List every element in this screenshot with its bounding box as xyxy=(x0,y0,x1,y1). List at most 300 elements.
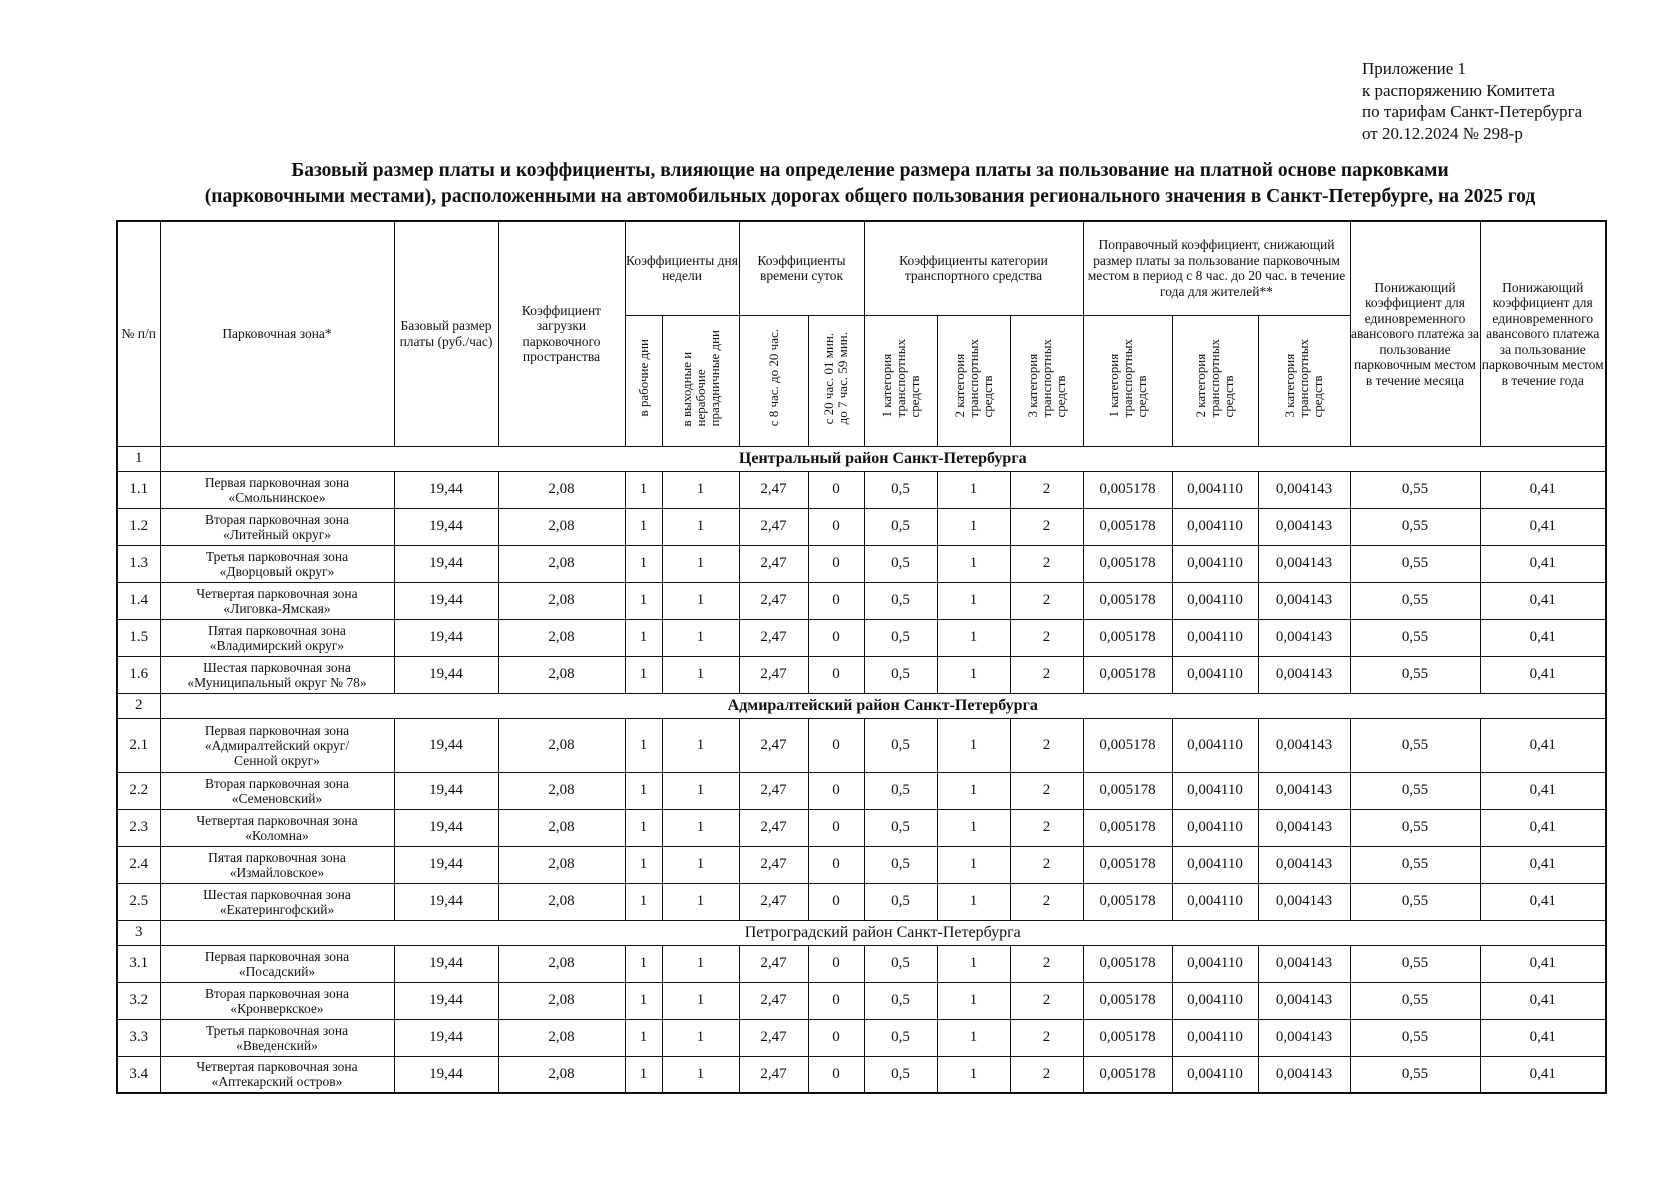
time-day-value: 2,47 xyxy=(739,982,808,1019)
district-number: 3 xyxy=(117,920,160,945)
load-coefficient-value: 2,08 xyxy=(498,471,625,508)
category-1-value: 0,5 xyxy=(864,809,937,846)
category-1-value: 0,5 xyxy=(864,1056,937,1093)
weekday-work-value: 1 xyxy=(625,809,662,846)
row-number: 3.3 xyxy=(117,1019,160,1056)
category-2-value: 1 xyxy=(937,1019,1010,1056)
header-time-night: с 20 час. 01 мин. до 7 час. 59 мин. xyxy=(808,315,864,446)
table-row xyxy=(117,1056,1606,1093)
weekday-off-value: 1 xyxy=(662,582,739,619)
category-3-value: 2 xyxy=(1010,982,1083,1019)
correction-3-value: 0,004143 xyxy=(1258,846,1350,883)
weekday-off-value: 1 xyxy=(662,619,739,656)
correction-1-value: 0,005178 xyxy=(1083,582,1172,619)
correction-1-value: 0,005178 xyxy=(1083,656,1172,693)
correction-1-value: 0,005178 xyxy=(1083,945,1172,982)
base-fee-value: 19,44 xyxy=(394,772,498,809)
base-fee-value: 19,44 xyxy=(394,945,498,982)
year-coefficient-value: 0,41 xyxy=(1480,619,1606,656)
correction-2-value: 0,004110 xyxy=(1172,982,1258,1019)
year-coefficient-value: 0,41 xyxy=(1480,982,1606,1019)
correction-2-value: 0,004110 xyxy=(1172,582,1258,619)
base-fee-value: 19,44 xyxy=(394,656,498,693)
load-coefficient-value: 2,08 xyxy=(498,1056,625,1093)
header-category-1: 1 категория транспортных средств xyxy=(864,315,937,446)
load-coefficient-value: 2,08 xyxy=(498,508,625,545)
correction-2-value: 0,004110 xyxy=(1172,619,1258,656)
weekday-off-value: 1 xyxy=(662,772,739,809)
weekday-off-value: 1 xyxy=(662,982,739,1019)
appendix-line: от 20.12.2024 № 298-р xyxy=(1362,123,1523,143)
zone-name-line: «Аптекарский остров» xyxy=(211,1074,343,1090)
load-coefficient-value: 2,08 xyxy=(498,545,625,582)
category-2-value: 1 xyxy=(937,582,1010,619)
correction-1-value: 0,005178 xyxy=(1083,809,1172,846)
row-number: 2.1 xyxy=(117,718,160,772)
weekday-off-value: 1 xyxy=(662,718,739,772)
row-number: 1.6 xyxy=(117,656,160,693)
category-1-value: 0,5 xyxy=(864,982,937,1019)
zone-name xyxy=(160,582,394,619)
table-row xyxy=(117,846,1606,883)
category-3-value: 2 xyxy=(1010,846,1083,883)
category-1-value: 0,5 xyxy=(864,945,937,982)
time-night-value: 0 xyxy=(808,656,864,693)
month-coefficient-value: 0,55 xyxy=(1350,545,1480,582)
zone-name-line: Вторая парковочная зона xyxy=(205,985,349,1001)
row-number: 3.4 xyxy=(117,1056,160,1093)
table-row xyxy=(117,582,1606,619)
category-2-value: 1 xyxy=(937,1056,1010,1093)
weekday-off-value: 1 xyxy=(662,471,739,508)
header-weekday-off: в выходные и нерабочие праздничные дни xyxy=(662,315,739,446)
correction-2-value: 0,004110 xyxy=(1172,1019,1258,1056)
weekday-work-value: 1 xyxy=(625,883,662,920)
zone-name-line: «Кронверкское» xyxy=(230,1000,324,1016)
zone-name-line: Первая парковочная зона xyxy=(204,474,350,490)
time-night-value: 0 xyxy=(808,772,864,809)
category-3-value: 2 xyxy=(1010,582,1083,619)
correction-2-value: 0,004110 xyxy=(1172,883,1258,920)
month-coefficient-value: 0,55 xyxy=(1350,883,1480,920)
year-coefficient-value: 0,41 xyxy=(1480,945,1606,982)
load-coefficient-value: 2,08 xyxy=(498,1019,625,1056)
year-coefficient-value: 0,41 xyxy=(1480,1019,1606,1056)
header-month-coefficient: Понижающий коэффициент для единовременного авансового платежа за пользование парковочным местом в течение месяца xyxy=(1350,221,1480,446)
category-2-value: 1 xyxy=(937,508,1010,545)
time-day-value: 2,47 xyxy=(739,619,808,656)
time-night-value: 0 xyxy=(808,471,864,508)
zone-name xyxy=(160,1056,394,1093)
zone-name-line: «Екатерингофский» xyxy=(219,901,335,917)
district-name: Петроградский район Санкт-Петербурга xyxy=(160,920,1606,945)
category-2-value: 1 xyxy=(937,545,1010,582)
base-fee-value: 19,44 xyxy=(394,1019,498,1056)
base-fee-value: 19,44 xyxy=(394,508,498,545)
table-row xyxy=(117,656,1606,693)
time-day-value: 2,47 xyxy=(739,471,808,508)
table-row xyxy=(117,809,1606,846)
appendix-line: по тарифам Санкт-Петербурга xyxy=(1362,102,1583,121)
zone-name xyxy=(160,772,394,809)
category-2-value: 1 xyxy=(937,982,1010,1019)
correction-2-value: 0,004110 xyxy=(1172,508,1258,545)
weekday-work-value: 1 xyxy=(625,471,662,508)
category-3-value: 2 xyxy=(1010,945,1083,982)
base-fee-value: 19,44 xyxy=(394,883,498,920)
category-1-value: 0,5 xyxy=(864,656,937,693)
zone-name xyxy=(160,508,394,545)
category-3-value: 2 xyxy=(1010,1019,1083,1056)
category-2-value: 1 xyxy=(937,846,1010,883)
table-row xyxy=(117,545,1606,582)
weekday-off-value: 1 xyxy=(662,1056,739,1093)
zone-name xyxy=(160,809,394,846)
base-fee-value: 19,44 xyxy=(394,582,498,619)
row-number: 2.3 xyxy=(117,809,160,846)
header-category-group: Коэффициенты категории транспортного средства xyxy=(864,221,1083,315)
table-row xyxy=(117,945,1606,982)
tariff-table xyxy=(116,220,1607,1094)
table-row xyxy=(117,982,1606,1019)
time-day-value: 2,47 xyxy=(739,1056,808,1093)
category-3-value: 2 xyxy=(1010,883,1083,920)
correction-1-value: 0,005178 xyxy=(1083,1056,1172,1093)
correction-3-value: 0,004143 xyxy=(1258,1056,1350,1093)
appendix-line: к распоряжению Комитета xyxy=(1362,80,1555,100)
month-coefficient-value: 0,55 xyxy=(1350,846,1480,883)
zone-name-line: Третья парковочная зона xyxy=(205,548,349,564)
month-coefficient-value: 0,55 xyxy=(1350,772,1480,809)
load-coefficient-value: 2,08 xyxy=(498,945,625,982)
category-2-value: 1 xyxy=(937,471,1010,508)
zone-name-line: «Дворцовый округ» xyxy=(219,563,335,579)
district-name: Центральный район Санкт-Петербурга xyxy=(160,446,1606,471)
category-2-value: 1 xyxy=(937,619,1010,656)
zone-name xyxy=(160,1019,394,1056)
time-night-value: 0 xyxy=(808,846,864,883)
category-2-value: 1 xyxy=(937,809,1010,846)
zone-name-line: «Семеновский» xyxy=(231,790,323,806)
correction-3-value: 0,004143 xyxy=(1258,471,1350,508)
category-1-value: 0,5 xyxy=(864,772,937,809)
category-1-value: 0,5 xyxy=(864,508,937,545)
time-night-value: 0 xyxy=(808,619,864,656)
time-day-value: 2,47 xyxy=(739,656,808,693)
row-number: 2.5 xyxy=(117,883,160,920)
year-coefficient-value: 0,41 xyxy=(1480,718,1606,772)
time-night-value: 0 xyxy=(808,809,864,846)
title-line: (парковочными местами), расположенными на автомобильных дорогах общего пользования регионального значения в Санкт-Петербурге, на 2025 год xyxy=(204,186,1536,207)
correction-1-value: 0,005178 xyxy=(1083,471,1172,508)
time-night-value: 0 xyxy=(808,883,864,920)
category-1-value: 0,5 xyxy=(864,619,937,656)
correction-1-value: 0,005178 xyxy=(1083,508,1172,545)
time-day-value: 2,47 xyxy=(739,846,808,883)
row-number: 1.3 xyxy=(117,545,160,582)
category-3-value: 2 xyxy=(1010,718,1083,772)
zone-name xyxy=(160,982,394,1019)
zone-name-line: «Смольнинское» xyxy=(228,489,326,505)
district-number: 2 xyxy=(117,693,160,718)
header-correction-3: 3 категория транспортных средств xyxy=(1258,315,1350,446)
time-day-value: 2,47 xyxy=(739,582,808,619)
correction-3-value: 0,004143 xyxy=(1258,809,1350,846)
zone-name-line: «Коломна» xyxy=(245,827,309,843)
table-body xyxy=(117,446,1606,1093)
weekday-off-value: 1 xyxy=(662,545,739,582)
correction-3-value: 0,004143 xyxy=(1258,582,1350,619)
correction-3-value: 0,004143 xyxy=(1258,619,1350,656)
appendix-header xyxy=(1362,58,1582,144)
header-weekday-group: Коэффициенты дня недели xyxy=(625,221,739,315)
load-coefficient-value: 2,08 xyxy=(498,718,625,772)
category-1-value: 0,5 xyxy=(864,1019,937,1056)
zone-name-line: Сенной округ» xyxy=(234,752,320,768)
weekday-work-value: 1 xyxy=(625,619,662,656)
district-name: Адмиралтейский район Санкт-Петербурга xyxy=(160,693,1606,718)
row-number: 2.4 xyxy=(117,846,160,883)
category-2-value: 1 xyxy=(937,656,1010,693)
header-time-day: с 8 час. до 20 час. xyxy=(739,315,808,446)
correction-3-value: 0,004143 xyxy=(1258,718,1350,772)
zone-name-line: Шестая парковочная зона xyxy=(203,659,351,675)
zone-name-line: Третья парковочная зона xyxy=(205,1022,349,1038)
correction-1-value: 0,005178 xyxy=(1083,982,1172,1019)
zone-name xyxy=(160,619,394,656)
year-coefficient-value: 0,41 xyxy=(1480,508,1606,545)
zone-name-line: «Адмиралтейский округ/ xyxy=(204,737,350,753)
category-2-value: 1 xyxy=(937,718,1010,772)
time-day-value: 2,47 xyxy=(739,772,808,809)
category-2-value: 1 xyxy=(937,883,1010,920)
month-coefficient-value: 0,55 xyxy=(1350,656,1480,693)
weekday-work-value: 1 xyxy=(625,1019,662,1056)
time-night-value: 0 xyxy=(808,945,864,982)
weekday-off-value: 1 xyxy=(662,846,739,883)
zone-name-line: «Лиговка-Ямская» xyxy=(223,600,331,616)
category-1-value: 0,5 xyxy=(864,718,937,772)
base-fee-value: 19,44 xyxy=(394,718,498,772)
time-night-value: 0 xyxy=(808,545,864,582)
zone-name-line: Вторая парковочная зона xyxy=(205,775,349,791)
weekday-work-value: 1 xyxy=(625,982,662,1019)
appendix-line: Приложение 1 xyxy=(1362,59,1466,78)
base-fee-value: 19,44 xyxy=(394,846,498,883)
load-coefficient-value: 2,08 xyxy=(498,619,625,656)
zone-name-line: «Владимирский округ» xyxy=(209,637,345,653)
correction-1-value: 0,005178 xyxy=(1083,846,1172,883)
category-2-value: 1 xyxy=(937,945,1010,982)
month-coefficient-value: 0,55 xyxy=(1350,471,1480,508)
table-row xyxy=(117,508,1606,545)
header-year-coefficient: Понижающий коэффициент для единовременного авансового платежа за пользование парковочным местом в течение года xyxy=(1480,221,1606,446)
zone-name-line: Четвертая парковочная зона xyxy=(196,585,358,601)
time-day-value: 2,47 xyxy=(739,945,808,982)
table-row xyxy=(117,883,1606,920)
month-coefficient-value: 0,55 xyxy=(1350,1019,1480,1056)
correction-1-value: 0,005178 xyxy=(1083,619,1172,656)
year-coefficient-value: 0,41 xyxy=(1480,471,1606,508)
weekday-work-value: 1 xyxy=(625,772,662,809)
year-coefficient-value: 0,41 xyxy=(1480,1056,1606,1093)
district-row xyxy=(117,446,1606,471)
time-night-value: 0 xyxy=(808,508,864,545)
month-coefficient-value: 0,55 xyxy=(1350,508,1480,545)
correction-3-value: 0,004143 xyxy=(1258,945,1350,982)
month-coefficient-value: 0,55 xyxy=(1350,619,1480,656)
time-day-value: 2,47 xyxy=(739,1019,808,1056)
correction-2-value: 0,004110 xyxy=(1172,945,1258,982)
header-category-3: 3 категория транспортных средств xyxy=(1010,315,1083,446)
zone-name xyxy=(160,846,394,883)
base-fee-value: 19,44 xyxy=(394,982,498,1019)
table-row xyxy=(117,619,1606,656)
correction-1-value: 0,005178 xyxy=(1083,718,1172,772)
category-3-value: 2 xyxy=(1010,545,1083,582)
correction-1-value: 0,005178 xyxy=(1083,545,1172,582)
zone-name xyxy=(160,718,394,772)
category-1-value: 0,5 xyxy=(864,582,937,619)
zone-name-line: Шестая парковочная зона xyxy=(203,886,351,902)
weekday-work-value: 1 xyxy=(625,718,662,772)
category-3-value: 2 xyxy=(1010,471,1083,508)
correction-3-value: 0,004143 xyxy=(1258,772,1350,809)
year-coefficient-value: 0,41 xyxy=(1480,582,1606,619)
base-fee-value: 19,44 xyxy=(394,809,498,846)
table-row xyxy=(117,1019,1606,1056)
zone-name-line: «Посадский» xyxy=(238,963,316,979)
correction-3-value: 0,004143 xyxy=(1258,1019,1350,1056)
year-coefficient-value: 0,41 xyxy=(1480,809,1606,846)
category-1-value: 0,5 xyxy=(864,545,937,582)
month-coefficient-value: 0,55 xyxy=(1350,1056,1480,1093)
weekday-off-value: 1 xyxy=(662,508,739,545)
zone-name-line: «Муниципальный округ № 78» xyxy=(187,674,367,690)
correction-2-value: 0,004110 xyxy=(1172,718,1258,772)
month-coefficient-value: 0,55 xyxy=(1350,982,1480,1019)
zone-name-line: Четвертая парковочная зона xyxy=(196,1059,358,1075)
row-number: 3.1 xyxy=(117,945,160,982)
header-zone: Парковочная зона* xyxy=(160,221,394,446)
load-coefficient-value: 2,08 xyxy=(498,582,625,619)
weekday-off-value: 1 xyxy=(662,945,739,982)
header-time-group: Коэффициенты времени суток xyxy=(739,221,864,315)
time-night-value: 0 xyxy=(808,982,864,1019)
zone-name-line: Первая парковочная зона xyxy=(204,722,350,738)
title-line: Базовый размер платы и коэффициенты, влияющие на определение размера платы за пользование на платной основе парковками xyxy=(291,160,1449,181)
weekday-work-value: 1 xyxy=(625,508,662,545)
weekday-work-value: 1 xyxy=(625,1056,662,1093)
correction-2-value: 0,004110 xyxy=(1172,846,1258,883)
correction-3-value: 0,004143 xyxy=(1258,545,1350,582)
header-correction-group: Поправочный коэффициент, снижающий размер платы за пользование парковочным местом в период с 8 час. до 20 час. в течение года для жителей** xyxy=(1083,221,1350,315)
zone-name-line: Четвертая парковочная зона xyxy=(196,812,358,828)
row-number: 2.2 xyxy=(117,772,160,809)
correction-1-value: 0,005178 xyxy=(1083,1019,1172,1056)
time-night-value: 0 xyxy=(808,1019,864,1056)
year-coefficient-value: 0,41 xyxy=(1480,883,1606,920)
time-day-value: 2,47 xyxy=(739,809,808,846)
zone-name-line: «Введенский» xyxy=(236,1037,318,1053)
year-coefficient-value: 0,41 xyxy=(1480,656,1606,693)
table-header xyxy=(117,221,1606,446)
table-row xyxy=(117,772,1606,809)
correction-2-value: 0,004110 xyxy=(1172,809,1258,846)
zone-name xyxy=(160,471,394,508)
category-1-value: 0,5 xyxy=(864,846,937,883)
weekday-off-value: 1 xyxy=(662,883,739,920)
zone-name xyxy=(160,883,394,920)
month-coefficient-value: 0,55 xyxy=(1350,718,1480,772)
base-fee-value: 19,44 xyxy=(394,619,498,656)
weekday-work-value: 1 xyxy=(625,545,662,582)
zone-name-line: Первая парковочная зона xyxy=(204,948,350,964)
time-day-value: 2,47 xyxy=(739,508,808,545)
header-base-fee: Базовый размер платы (руб./час) xyxy=(394,221,498,446)
row-number: 3.2 xyxy=(117,982,160,1019)
category-3-value: 2 xyxy=(1010,772,1083,809)
base-fee-value: 19,44 xyxy=(394,1056,498,1093)
correction-1-value: 0,005178 xyxy=(1083,772,1172,809)
zone-name-line: «Измайловское» xyxy=(229,864,325,880)
zone-name-line: Пятая парковочная зона xyxy=(208,849,346,865)
zone-name-line: Пятая парковочная зона xyxy=(208,622,346,638)
zone-name xyxy=(160,656,394,693)
header-weekday-work: в рабочие дни xyxy=(625,315,662,446)
district-row xyxy=(117,920,1606,945)
correction-2-value: 0,004110 xyxy=(1172,471,1258,508)
row-number: 1.5 xyxy=(117,619,160,656)
base-fee-value: 19,44 xyxy=(394,545,498,582)
weekday-off-value: 1 xyxy=(662,809,739,846)
correction-3-value: 0,004143 xyxy=(1258,982,1350,1019)
correction-1-value: 0,005178 xyxy=(1083,883,1172,920)
category-3-value: 2 xyxy=(1010,1056,1083,1093)
correction-2-value: 0,004110 xyxy=(1172,1056,1258,1093)
header-category-2: 2 категория транспортных средств xyxy=(937,315,1010,446)
weekday-work-value: 1 xyxy=(625,945,662,982)
month-coefficient-value: 0,55 xyxy=(1350,945,1480,982)
category-1-value: 0,5 xyxy=(864,883,937,920)
zone-name-line: «Литейный округ» xyxy=(222,526,332,542)
category-3-value: 2 xyxy=(1010,619,1083,656)
load-coefficient-value: 2,08 xyxy=(498,809,625,846)
load-coefficient-value: 2,08 xyxy=(498,772,625,809)
time-night-value: 0 xyxy=(808,718,864,772)
correction-3-value: 0,004143 xyxy=(1258,656,1350,693)
header-load-coefficient: Коэффициент загрузки парковочного пространства xyxy=(498,221,625,446)
category-1-value: 0,5 xyxy=(864,471,937,508)
correction-2-value: 0,004110 xyxy=(1172,772,1258,809)
time-day-value: 2,47 xyxy=(739,545,808,582)
time-night-value: 0 xyxy=(808,582,864,619)
year-coefficient-value: 0,41 xyxy=(1480,545,1606,582)
correction-2-value: 0,004110 xyxy=(1172,545,1258,582)
time-day-value: 2,47 xyxy=(739,883,808,920)
document-title xyxy=(110,158,1630,210)
month-coefficient-value: 0,55 xyxy=(1350,809,1480,846)
district-row xyxy=(117,693,1606,718)
category-3-value: 2 xyxy=(1010,809,1083,846)
header-num: № п/п xyxy=(117,221,160,446)
weekday-work-value: 1 xyxy=(625,582,662,619)
zone-name xyxy=(160,945,394,982)
time-night-value: 0 xyxy=(808,1056,864,1093)
row-number: 1.1 xyxy=(117,471,160,508)
month-coefficient-value: 0,55 xyxy=(1350,582,1480,619)
category-3-value: 2 xyxy=(1010,656,1083,693)
